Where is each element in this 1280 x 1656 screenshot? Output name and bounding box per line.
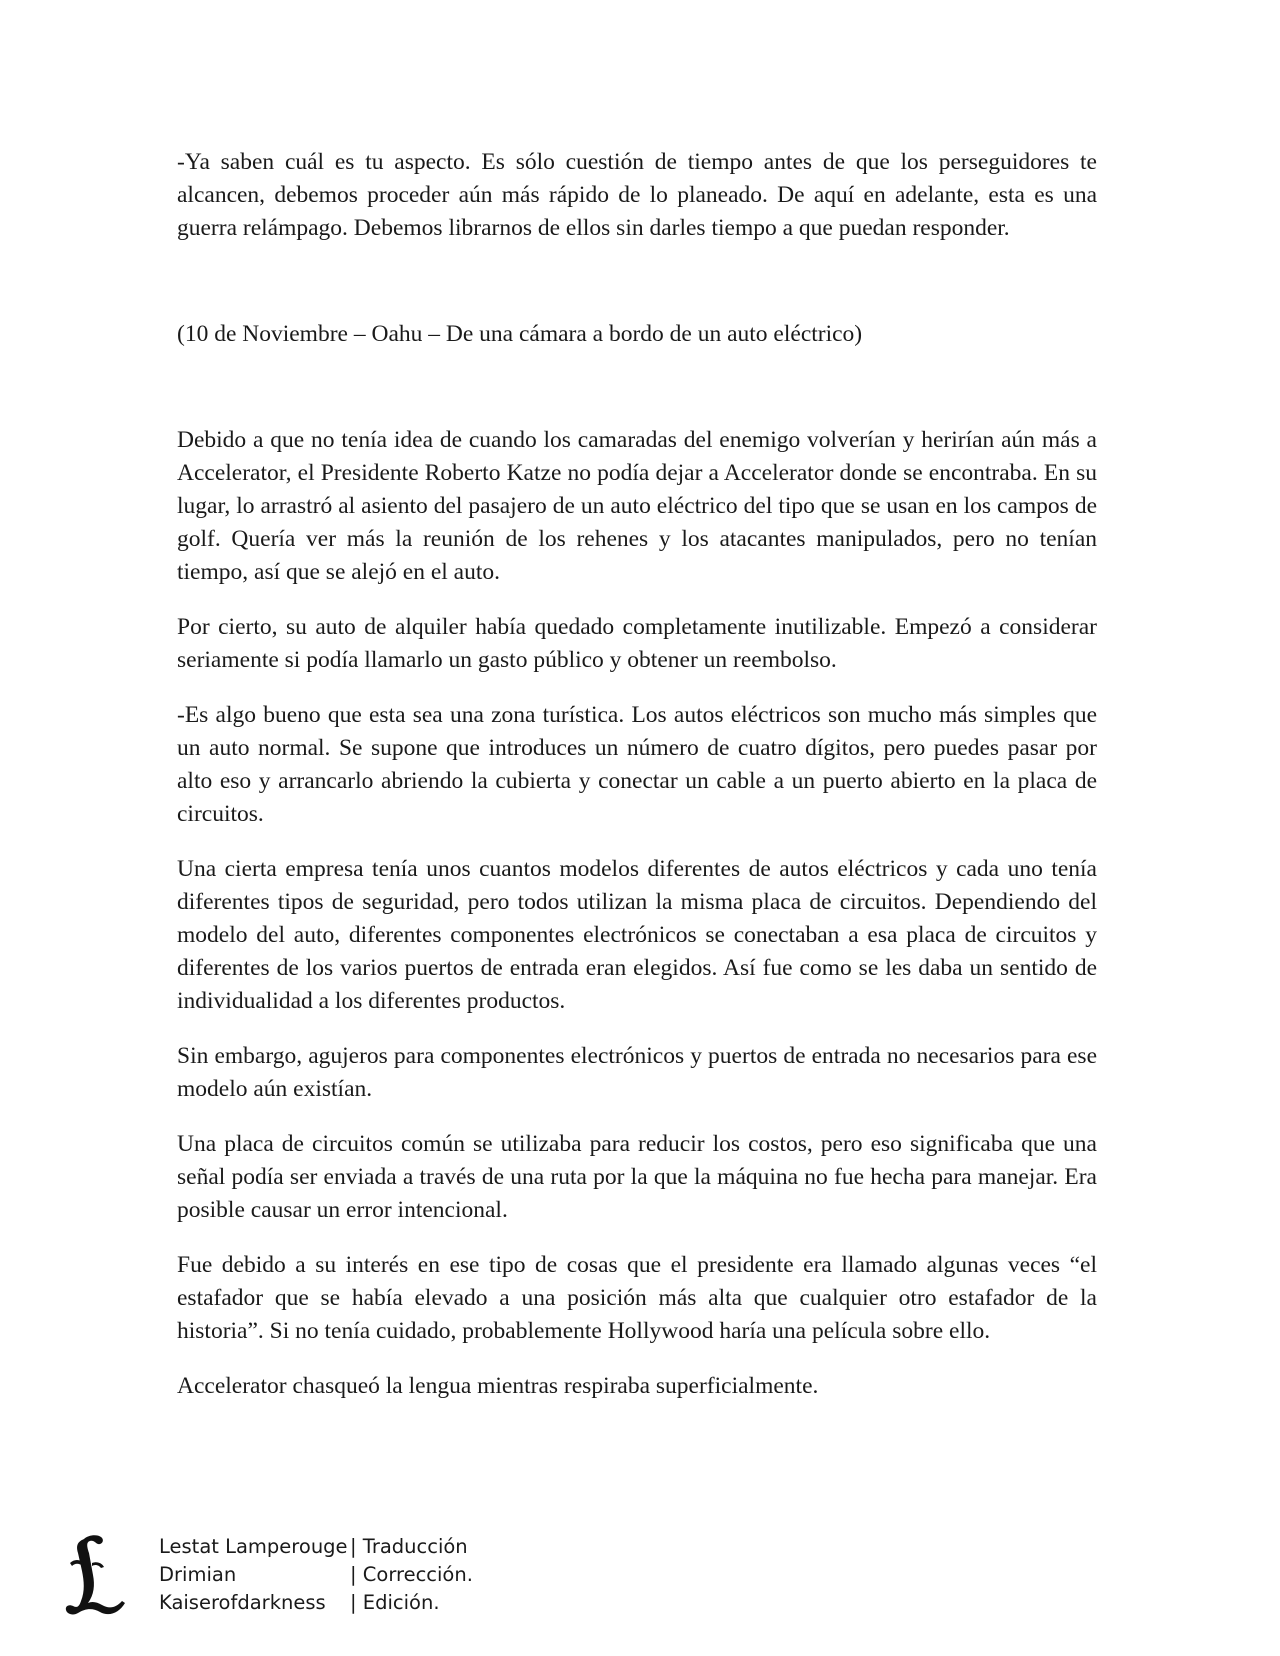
opening-paragraph: -Ya saben cuál es tu aspecto. Es sólo cuestión de tiempo antes de que los perseguidores te alcancen, debemos proceder aún más rápido de lo planeado. De aquí en adelante, esta es una guerra relámpago. Debemos librarnos de ellos sin darles tiempo a que puedan responder. — [177, 149, 1097, 241]
document-body — [177, 146, 1097, 1403]
body-paragraph-4: Una cierta empresa tenía unos cuantos modelos diferentes de autos eléctricos y cada uno tenía diferentes tipos de seguridad, pero todos utilizan la misma placa de circuitos. Dependiendo del modelo del auto, diferentes componentes electrónicos se conectaban a esa placa de circuitos y diferentes de los varios puertos de entrada eran elegidos. Así fue como se les daba un sentido de individualidad a los diferentes productos. — [177, 856, 1097, 1014]
body-paragraph-8: Accelerator chasqueó la lengua mientras respiraba superficialmente. — [177, 1373, 819, 1399]
credit-role: | Corrección. — [350, 1563, 473, 1586]
credit-row — [159, 1533, 473, 1561]
credit-name: Drimian — [159, 1563, 237, 1586]
body-paragraph-7: Fue debido a su interés en ese tipo de cosas que el presidente era llamado algunas veces “el estafador que se había elevado a una posición más alta que cualquier otro estafador de la historia”. Si no tenía cuidado, probablemente Hollywood haría una película sobre ello. — [177, 1252, 1097, 1344]
scene-heading: (10 de Noviembre – Oahu – De una cámara a bordo de un auto eléctrico) — [177, 321, 863, 347]
credit-role: | Traducción — [350, 1535, 468, 1558]
gothic-l-logo — [64, 1533, 128, 1617]
body-paragraph-5: Sin embargo, agujeros para componentes electrónicos y puertos de entrada no necesarios para ese modelo aún existían. — [177, 1043, 1097, 1102]
body-paragraph-6: Una placa de circuitos común se utilizaba para reducir los costos, pero eso significaba que una señal podía ser enviada a través de una ruta por la que la máquina no fue hecha para manejar. Era posible causar un error intencional. — [177, 1131, 1097, 1223]
body-paragraph-3: -Es algo bueno que esta sea una zona turística. Los autos eléctricos son mucho más simples que un auto normal. Se supone que introduces un número de cuatro dígitos, pero puedes pasar por alto eso y arrancarlo abriendo la cubierta y conectar un cable a un puerto abierto en la placa de circuitos. — [177, 702, 1097, 827]
body-paragraph-1: Debido a que no tenía idea de cuando los camaradas del enemigo volverían y herirían aún más a Accelerator, el Presidente Roberto Katze no podía dejar a Accelerator donde se encontraba. En su lugar, lo arrastró al asiento del pasajero de un auto eléctrico del tipo que se usan en los campos de golf. Quería ver más la reunión de los rehenes y los atacantes manipulados, pero no tenían tiempo, así que se alejó en el auto. — [177, 427, 1097, 585]
body-paragraph-2: Por cierto, su auto de alquiler había quedado completamente inutilizable. Empezó a considerar seriamente si podía llamarlo un gasto público y obtener un reembolso. — [177, 614, 1097, 673]
credit-name: Lestat Lamperouge — [159, 1535, 348, 1558]
credit-row — [159, 1589, 473, 1617]
credits-footer — [64, 1533, 524, 1623]
credit-row — [159, 1561, 473, 1589]
credits-list — [159, 1533, 473, 1617]
credit-role: | Edición. — [350, 1591, 440, 1614]
credit-name: Kaiserofdarkness — [159, 1591, 326, 1614]
